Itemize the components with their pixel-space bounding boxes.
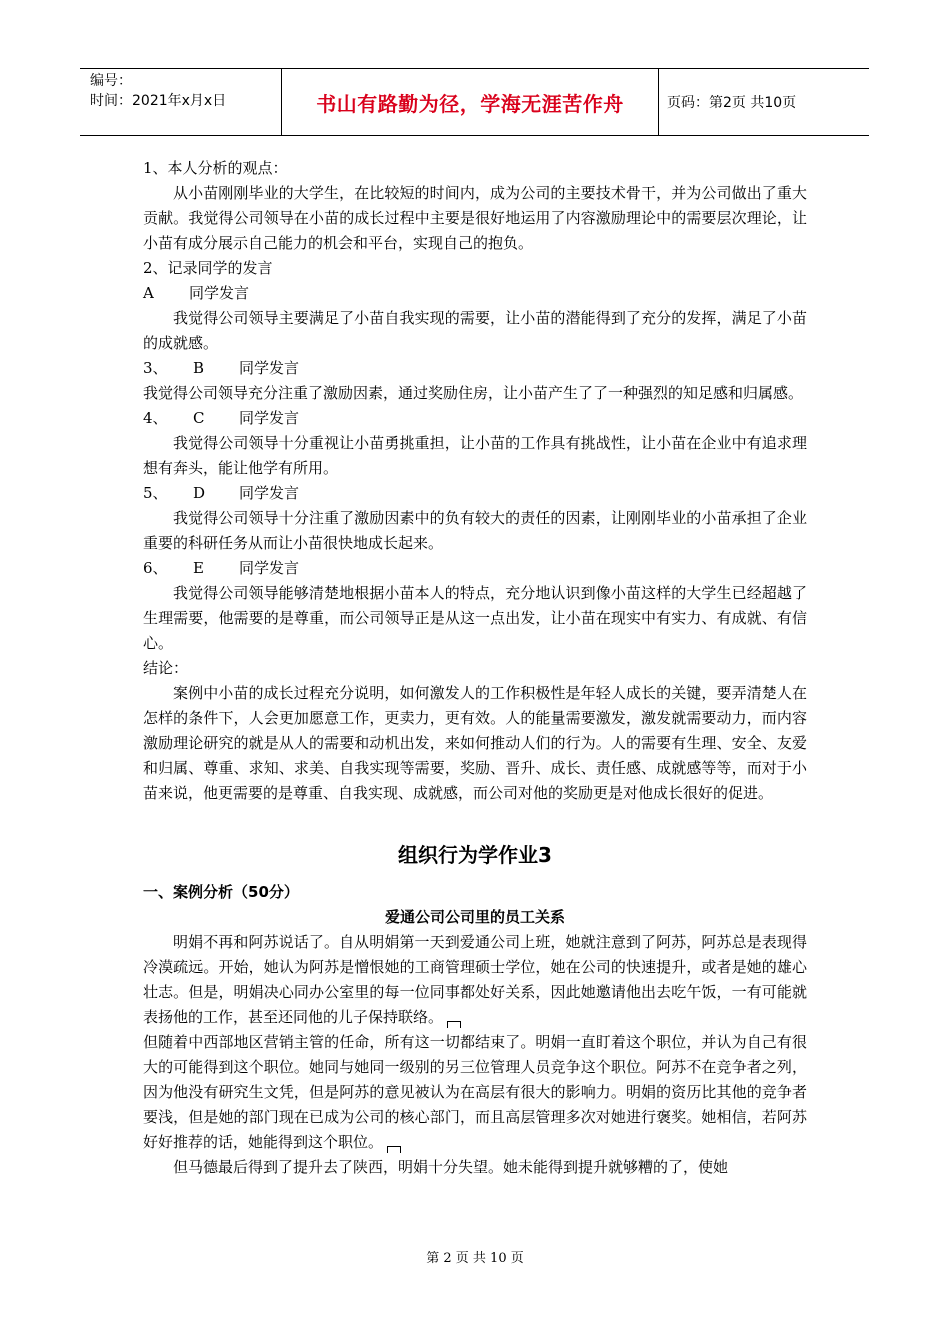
label-number: 6、: [143, 559, 168, 577]
label-number: 5、: [143, 484, 168, 502]
label-text: 同学发言: [239, 559, 300, 577]
section-heading: 一、案例分析（50分）: [143, 883, 299, 901]
paragraph: 2、记录同学的发言: [143, 259, 273, 277]
doc-date: 时间：2021年x月x日: [90, 93, 227, 109]
label-text: 同学发言: [189, 284, 250, 302]
paragraph: 我觉得公司领导主要满足了小苗自我实现的需要，让小苗的潜能得到了充分的发挥，满足了小苗的成就感。: [143, 309, 807, 352]
paragraph: 我觉得公司领导能够清楚地根据小苗本人的特点，充分地认识到像小苗这样的大学生已经超越了生理需要，他需要的是尊重，而公司领导正是从这一点出发，让小苗在现实中有实力、有成就、有信心。: [143, 584, 807, 652]
paragraph: 我觉得公司领导十分重视让小苗勇挑重担，让小苗的工作具有挑战性，让小苗在企业中有追求理想有奔头，能让他学有所用。: [143, 434, 807, 477]
paragraph: 明娟不再和阿苏说话了。自从明娟第一天到爱通公司上班，她就注意到了阿苏，阿苏总是表现得冷漠疏远。开始，她认为阿苏是憎恨她的工商管理硕士学位，她在公司的快速提升，或者是她的雄心壮志。但是，明娟决心同办公室里的每一位同事都处好关系，因此她邀请他出去吃午饭，一有可能就表扬他的工作，甚至还同他的儿子保持联络。: [143, 933, 807, 1026]
document-body: [143, 156, 807, 1180]
speaker-label-d: [143, 481, 807, 506]
label-number: 4、: [143, 409, 168, 427]
paragraph: 从小苗刚刚毕业的大学生，在比较短的时间内，成为公司的主要技术骨干，并为公司做出了重大贡献。我觉得公司领导在小苗的成长过程中主要是很好地运用了内容激励理论中的需要层次理论，让小苗有成分展示自己能力的机会和平台，实现自己的抱负。: [143, 184, 807, 252]
label-letter: B: [193, 359, 205, 377]
case-title: 爱通公司公司里的员工关系: [384, 908, 565, 926]
speaker-label-a: [143, 281, 807, 306]
paragraph: 我觉得公司领导十分注重了激励因素中的负有较大的责任的因素，让刚刚毕业的小苗承担了企业重要的科研任务从而让小苗很快地成长起来。: [143, 509, 807, 552]
header-meta: [80, 69, 282, 135]
speaker-label-c: [143, 406, 807, 431]
label-text: 同学发言: [239, 409, 300, 427]
label-text: 同学发言: [239, 484, 300, 502]
label-letter: E: [193, 559, 204, 577]
label-number: 3、: [143, 359, 168, 377]
paragraph: 1、本人分析的观点：: [143, 159, 288, 177]
label-letter: C: [193, 409, 205, 427]
doc-number-label: 编号：: [90, 73, 132, 89]
label-letter: A: [143, 284, 154, 302]
assignment-title: 组织行为学作业3: [398, 843, 552, 867]
paragraph: 但随着中西部地区营销主管的任命，所有这一切都结束了。明娟一直盯着这个职位，并认为自己有很大的可能得到这个职位。她同与她同一级别的另三位管理人员竞争这个职位。阿苏不在竞争者之列，因为他没有研究生文凭，但是阿苏的意见被认为在高层有很大的影响力。明娟的资历比其他的竞争者要浅，但是她的部门现在已成为公司的核心部门，而且高层管理多次对她进行褒奖。她相信，若阿苏好好推荐的话，她能得到这个职位。: [143, 1033, 807, 1151]
paragraph: 案例中小苗的成长过程充分说明，如何激发人的工作积极性是年轻人成长的关键，要弄清楚人在怎样的条件下，人会更加愿意工作，更卖力，更有效。人的能量需要激发，激发就需要动力，而内容激励理论研究的就是从人的需要和动机出发，来如何推动人们的行为。人的需要有生理、安全、友爱和归属、尊重、求知、求美、自我实现等需要，奖励、晋升、成长、责任感、成就感等等，而对于小苗来说，他更需要的是尊重、自我实现、成就感，而公司对他的奖励更是对他成长很好的促进。: [143, 684, 807, 802]
page-header: [80, 68, 869, 136]
paragraph-mark-icon: [387, 1146, 401, 1153]
paragraph: 但马德最后得到了提升去了陕西，明娟十分失望。她未能得到提升就够糟的了，使她: [173, 1158, 729, 1176]
speaker-label-b: [143, 356, 807, 381]
header-motto: 书山有路勤为径，学海无涯苦作舟: [282, 69, 659, 135]
page-footer: 第 2 页 共 10 页: [426, 1251, 524, 1266]
paragraph: 结论：: [143, 659, 189, 677]
label-text: 同学发言: [239, 359, 300, 377]
paragraph-mark-icon: [447, 1021, 461, 1028]
label-letter: D: [193, 484, 206, 502]
speaker-label-e: [143, 556, 807, 581]
header-page-info: 页码：第2页 共10页: [667, 95, 797, 111]
paragraph: 我觉得公司领导充分注重了激励因素，通过奖励住房，让小苗产生了了一种强烈的知足感和归属感。: [143, 384, 804, 402]
